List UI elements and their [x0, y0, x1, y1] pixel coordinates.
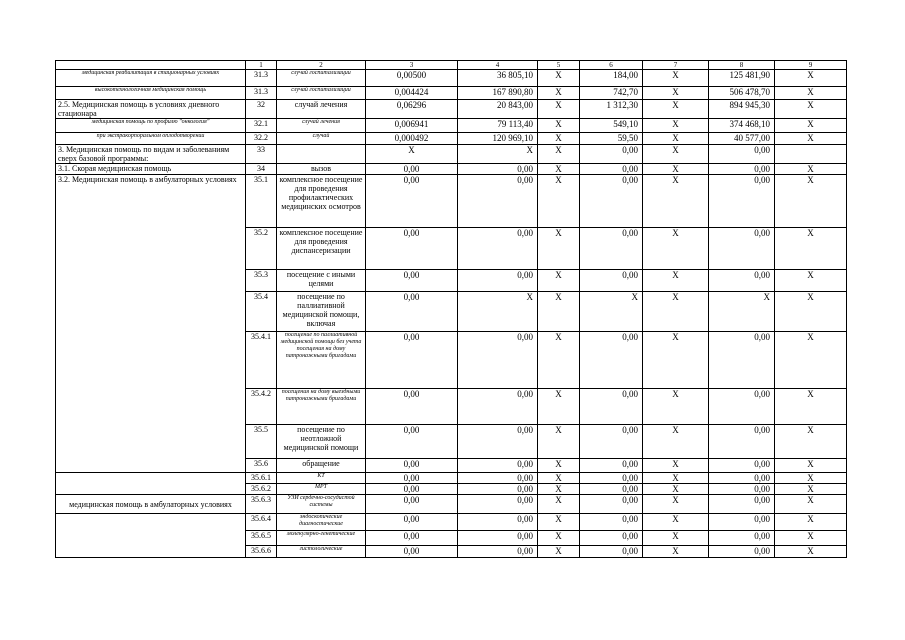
value-cell-col-4: 0,00: [458, 332, 538, 389]
row-code: 31.3: [246, 70, 277, 87]
row-label: [56, 473, 246, 495]
row-label: [56, 514, 246, 558]
value-cell-col-8: 0,00: [709, 484, 775, 495]
table-row: [56, 133, 847, 145]
value-cell-col-4: 0,00: [458, 546, 538, 558]
row-code: 35.6.4: [246, 514, 277, 531]
value-cell-col-8: 0,00: [709, 531, 775, 546]
header-cell: 2: [277, 61, 366, 70]
value-cell-col-8: 0,00: [709, 473, 775, 484]
table-row: [56, 473, 847, 484]
value-cell-col-6: 0,00: [580, 145, 643, 164]
row-code: 32.2: [246, 133, 277, 145]
value-cell-col-8: 0,00: [709, 145, 775, 164]
row-code: 35.3: [246, 270, 277, 292]
value-cell-col-7: X: [643, 292, 709, 332]
row-code: 35.6.6: [246, 546, 277, 558]
row-label: 3. Медицинская помощь по видам и заболеваниям сверх базовой программы:: [56, 145, 246, 164]
value-cell-col-6: 549,10: [580, 119, 643, 133]
value-cell-col-7: X: [643, 425, 709, 459]
value-cell-col-5: X: [538, 389, 580, 425]
value-cell-col-3: 0,00: [366, 425, 458, 459]
value-cell-col-5: X: [538, 531, 580, 546]
row-code: 35.5: [246, 425, 277, 459]
value-cell-col-8: 374 468,10: [709, 119, 775, 133]
row-code: 32: [246, 100, 277, 119]
row-code: 34: [246, 164, 277, 175]
value-cell-col-5: X: [538, 175, 580, 228]
value-cell-col-7: X: [643, 164, 709, 175]
value-cell-col-9: X: [775, 389, 847, 425]
value-cell-col-4: 0,00: [458, 175, 538, 228]
value-cell-col-8: 0,00: [709, 459, 775, 473]
value-cell-col-7: X: [643, 495, 709, 514]
row-unit: гистологические: [277, 546, 366, 558]
value-cell-col-3: 0,00: [366, 473, 458, 484]
row-unit: случай госпитализации: [277, 87, 366, 100]
value-cell-col-5: X: [538, 292, 580, 332]
value-cell-col-7: X: [643, 473, 709, 484]
row-code: 33: [246, 145, 277, 164]
value-cell-col-4: 20 843,00: [458, 100, 538, 119]
value-cell-col-9: X: [775, 332, 847, 389]
value-cell-col-6: 1 312,30: [580, 100, 643, 119]
row-label: при экстракорпоральном оплодотворении: [56, 133, 246, 145]
value-cell-col-6: X: [580, 292, 643, 332]
row-unit: случай госпитализации: [277, 70, 366, 87]
value-cell-col-6: 0,00: [580, 546, 643, 558]
row-unit: случай лечения: [277, 119, 366, 133]
value-cell-col-6: 0,00: [580, 270, 643, 292]
value-cell-col-8: 0,00: [709, 546, 775, 558]
value-cell-col-6: 0,00: [580, 514, 643, 531]
value-cell-col-9: X: [775, 70, 847, 87]
header-cell: 5: [538, 61, 580, 70]
value-cell-col-3: 0,00: [366, 531, 458, 546]
value-cell-col-4: X: [458, 145, 538, 164]
value-cell-col-4: 0,00: [458, 270, 538, 292]
value-cell-col-6: 0,00: [580, 425, 643, 459]
value-cell-col-5: X: [538, 514, 580, 531]
header-cell: 8: [709, 61, 775, 70]
value-cell-col-6: 0,00: [580, 175, 643, 228]
value-cell-col-4: 36 805,10: [458, 70, 538, 87]
value-cell-col-9: X: [775, 100, 847, 119]
value-cell-col-3: 0,00: [366, 332, 458, 389]
value-cell-col-5: X: [538, 459, 580, 473]
row-label: медицинская помощь по профилю "онкология": [56, 119, 246, 133]
row-unit: МРТ: [277, 484, 366, 495]
value-cell-col-3: 0,00: [366, 389, 458, 425]
value-cell-col-7: X: [643, 70, 709, 87]
value-cell-col-7: X: [643, 270, 709, 292]
value-cell-col-7: X: [643, 484, 709, 495]
value-cell-col-8: 0,00: [709, 514, 775, 531]
row-code: 31.3: [246, 87, 277, 100]
row-unit: молекулярно-генетические: [277, 531, 366, 546]
value-cell-col-6: 0,00: [580, 459, 643, 473]
value-cell-col-3: 0,00: [366, 546, 458, 558]
value-cell-col-6: 0,00: [580, 389, 643, 425]
row-unit: вызов: [277, 164, 366, 175]
value-cell-col-5: X: [538, 133, 580, 145]
row-unit: комплексное посещение для проведения профилактических медицинских осмотров: [277, 175, 366, 228]
row-code: 35.4.1: [246, 332, 277, 389]
value-cell-col-4: 0,00: [458, 495, 538, 514]
table-row: [56, 87, 847, 100]
header-cell: 6: [580, 61, 643, 70]
value-cell-col-9: X: [775, 514, 847, 531]
table-row: [56, 145, 847, 164]
header-cell: 1: [246, 61, 277, 70]
row-code: 35.6.2: [246, 484, 277, 495]
row-unit: эндоскопические диагностические: [277, 514, 366, 531]
value-cell-col-4: 167 890,80: [458, 87, 538, 100]
table-body: [56, 61, 847, 558]
value-cell-col-9: X: [775, 495, 847, 514]
row-code: 35.6: [246, 459, 277, 473]
value-cell-col-7: X: [643, 531, 709, 546]
value-cell-col-8: 0,00: [709, 164, 775, 175]
value-cell-col-9: X: [775, 133, 847, 145]
value-cell-col-3: 0,00: [366, 164, 458, 175]
table-row: [56, 119, 847, 133]
row-code: 35.4: [246, 292, 277, 332]
header-cell: 9: [775, 61, 847, 70]
value-cell-col-8: 506 478,70: [709, 87, 775, 100]
row-label: 2.5. Медицинская помощь в условиях дневного стационара: [56, 100, 246, 119]
value-cell-col-8: 894 945,30: [709, 100, 775, 119]
row-code: 32.1: [246, 119, 277, 133]
value-cell-col-3: 0,00: [366, 228, 458, 270]
row-code: 35.4.2: [246, 389, 277, 425]
value-cell-col-4: 0,00: [458, 164, 538, 175]
table-row: [56, 100, 847, 119]
value-cell-col-3: 0,00: [366, 495, 458, 514]
value-cell-col-9: X: [775, 270, 847, 292]
row-unit: КТ: [277, 473, 366, 484]
row-label: высокотехнологичная медицинская помощь: [56, 87, 246, 100]
value-cell-col-5: X: [538, 425, 580, 459]
value-cell-col-8: 0,00: [709, 175, 775, 228]
value-cell-col-5: X: [538, 145, 580, 164]
table-row: [56, 70, 847, 87]
row-code: 35.6.1: [246, 473, 277, 484]
value-cell-col-6: 0,00: [580, 484, 643, 495]
value-cell-col-3: 0,00: [366, 270, 458, 292]
value-cell-col-3: 0,000492: [366, 133, 458, 145]
value-cell-col-9: X: [775, 164, 847, 175]
value-cell-col-4: 0,00: [458, 389, 538, 425]
value-cell-col-3: 0,00: [366, 175, 458, 228]
table-row: [56, 175, 847, 228]
value-cell-col-6: 0,00: [580, 164, 643, 175]
row-unit: случай лечения: [277, 100, 366, 119]
row-unit: комплексное посещение для проведения диспансеризации: [277, 228, 366, 270]
header-cell: 4: [458, 61, 538, 70]
value-cell-col-7: X: [643, 332, 709, 389]
row-label: 3.2. Медицинская помощь в амбулаторных условиях: [56, 175, 246, 473]
value-cell-col-5: X: [538, 100, 580, 119]
row-unit: посещение по паллиативной медицинской помощи без учета посещения на дому патронажными бригадами: [277, 332, 366, 389]
row-unit: УЗИ сердечно-сосудистой системы: [277, 495, 366, 514]
value-cell-col-9: X: [775, 484, 847, 495]
value-cell-col-6: 0,00: [580, 531, 643, 546]
value-cell-col-8: X: [709, 292, 775, 332]
value-cell-col-5: X: [538, 332, 580, 389]
value-cell-col-9: X: [775, 546, 847, 558]
value-cell-col-4: 79 113,40: [458, 119, 538, 133]
value-cell-col-7: X: [643, 459, 709, 473]
value-cell-col-4: 0,00: [458, 459, 538, 473]
value-cell-col-6: 0,00: [580, 473, 643, 484]
value-cell-col-7: X: [643, 100, 709, 119]
value-cell-col-5: X: [538, 270, 580, 292]
value-cell-col-3: 0,00: [366, 514, 458, 531]
table-row: [56, 164, 847, 175]
value-cell-col-8: 0,00: [709, 389, 775, 425]
value-cell-col-8: 125 481,90: [709, 70, 775, 87]
value-cell-col-4: 0,00: [458, 228, 538, 270]
value-cell-col-7: X: [643, 514, 709, 531]
value-cell-col-9: X: [775, 425, 847, 459]
value-cell-col-3: 0,00: [366, 459, 458, 473]
value-cell-col-4: 0,00: [458, 484, 538, 495]
value-cell-col-7: X: [643, 145, 709, 164]
value-cell-col-4: X: [458, 292, 538, 332]
value-cell-col-6: 0,00: [580, 228, 643, 270]
row-code: 35.6.3: [246, 495, 277, 514]
value-cell-col-3: 0,00: [366, 484, 458, 495]
value-cell-col-5: X: [538, 228, 580, 270]
value-cell-col-7: X: [643, 87, 709, 100]
value-cell-col-8: 0,00: [709, 425, 775, 459]
table-row: [56, 495, 847, 514]
value-cell-col-9: X: [775, 473, 847, 484]
row-code: 35.1: [246, 175, 277, 228]
row-label: медицинская реабилитация в стационарных условиях: [56, 70, 246, 87]
row-unit: посещение по неотложной медицинской помощи: [277, 425, 366, 459]
value-cell-col-5: X: [538, 164, 580, 175]
value-cell-col-8: 0,00: [709, 332, 775, 389]
value-cell-col-8: 0,00: [709, 228, 775, 270]
value-cell-col-7: X: [643, 389, 709, 425]
row-label: 3.1. Скорая медицинская помощь: [56, 164, 246, 175]
value-cell-col-5: X: [538, 70, 580, 87]
value-cell-col-5: X: [538, 473, 580, 484]
value-cell-col-6: 184,00: [580, 70, 643, 87]
value-cell-col-6: 0,00: [580, 495, 643, 514]
value-cell-col-4: 0,00: [458, 425, 538, 459]
value-cell-col-6: 742,70: [580, 87, 643, 100]
value-cell-col-7: X: [643, 119, 709, 133]
row-code: 35.2: [246, 228, 277, 270]
medical-care-volume-table: [55, 60, 847, 558]
header-cell: 7: [643, 61, 709, 70]
row-unit: посещения на дому выездными патронажными бригадами: [277, 389, 366, 425]
value-cell-col-7: X: [643, 546, 709, 558]
value-cell-col-4: 0,00: [458, 531, 538, 546]
table-row: [56, 514, 847, 531]
value-cell-col-5: X: [538, 495, 580, 514]
value-cell-col-9: X: [775, 87, 847, 100]
value-cell-col-9: [775, 145, 847, 164]
value-cell-col-6: 59,50: [580, 133, 643, 145]
value-cell-col-4: 0,00: [458, 473, 538, 484]
row-unit: случай: [277, 133, 366, 145]
value-cell-col-6: 0,00: [580, 332, 643, 389]
header-cell-blank: [56, 61, 246, 70]
header-cell: 3: [366, 61, 458, 70]
value-cell-col-7: X: [643, 175, 709, 228]
value-cell-col-3: 0,00: [366, 292, 458, 332]
value-cell-col-8: 0,00: [709, 270, 775, 292]
value-cell-col-3: 0,06296: [366, 100, 458, 119]
row-code: 35.6.5: [246, 531, 277, 546]
value-cell-col-4: 0,00: [458, 514, 538, 531]
value-cell-col-9: X: [775, 119, 847, 133]
value-cell-col-8: 40 577,00: [709, 133, 775, 145]
value-cell-col-9: X: [775, 292, 847, 332]
row-label: медицинская помощь в амбулаторных условиях: [56, 495, 246, 514]
value-cell-col-5: X: [538, 546, 580, 558]
value-cell-col-8: 0,00: [709, 495, 775, 514]
row-unit: посещение по паллиативной медицинской помощи, включая: [277, 292, 366, 332]
value-cell-col-4: 120 969,10: [458, 133, 538, 145]
value-cell-col-3: 0,004424: [366, 87, 458, 100]
value-cell-col-9: X: [775, 175, 847, 228]
value-cell-col-5: X: [538, 87, 580, 100]
value-cell-col-3: 0,006941: [366, 119, 458, 133]
value-cell-col-9: X: [775, 531, 847, 546]
column-number-header-row: [56, 61, 847, 70]
row-unit: обращение: [277, 459, 366, 473]
row-unit: [277, 145, 366, 164]
value-cell-col-5: X: [538, 484, 580, 495]
row-unit: посещение с иными целями: [277, 270, 366, 292]
value-cell-col-7: X: [643, 133, 709, 145]
value-cell-col-3: 0,00500: [366, 70, 458, 87]
value-cell-col-7: X: [643, 228, 709, 270]
value-cell-col-3: X: [366, 145, 458, 164]
value-cell-col-5: X: [538, 119, 580, 133]
value-cell-col-9: X: [775, 228, 847, 270]
value-cell-col-9: X: [775, 459, 847, 473]
